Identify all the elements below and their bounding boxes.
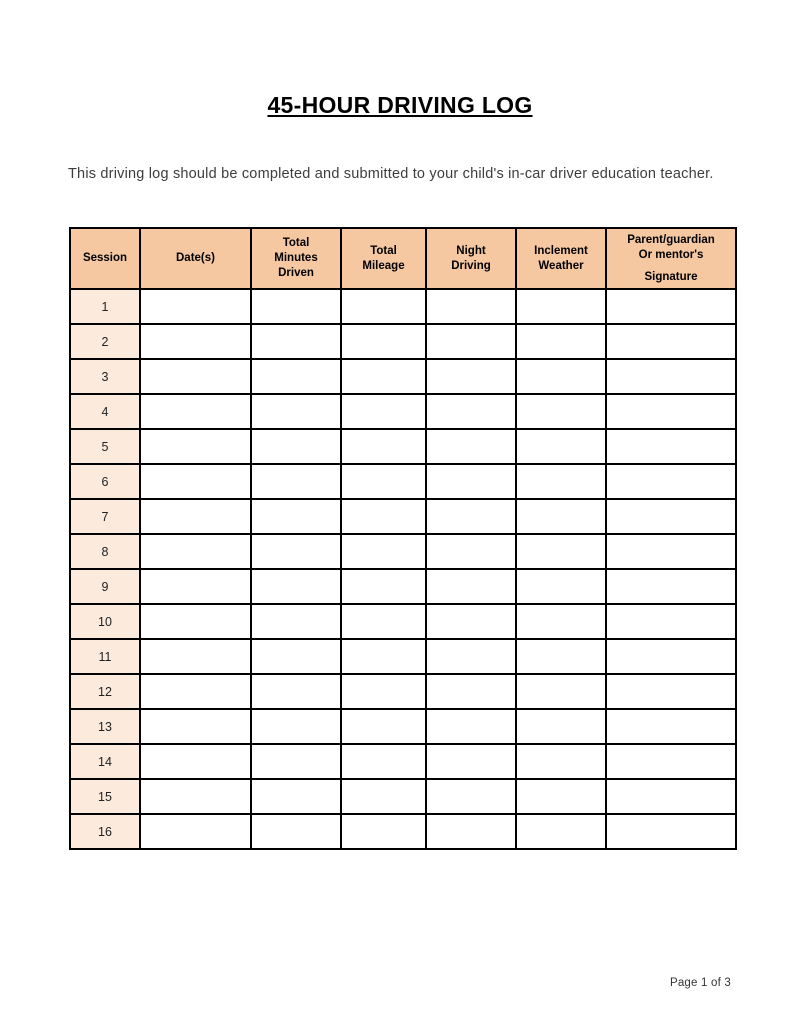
header-cell-signature: [606, 228, 736, 289]
header-label-line: Date(s): [176, 252, 215, 264]
driving-log-table: [69, 227, 737, 850]
table-row: [70, 639, 736, 674]
log-entry-cell: [516, 429, 606, 464]
log-entry-cell: [516, 359, 606, 394]
log-entry-cell: [341, 674, 426, 709]
session-number-cell: 15: [70, 779, 140, 814]
table-row: [70, 534, 736, 569]
log-entry-cell: [426, 394, 516, 429]
session-number-cell: 13: [70, 709, 140, 744]
log-entry-cell: [516, 779, 606, 814]
log-entry-cell: [251, 674, 341, 709]
log-entry-cell: [251, 394, 341, 429]
log-entry-cell: [606, 639, 736, 674]
log-entry-cell: [140, 639, 251, 674]
header-label-line: Driven: [278, 267, 314, 279]
header-label-line: Minutes: [274, 252, 318, 264]
header-label-line: Night: [456, 244, 486, 257]
log-entry-cell: [606, 674, 736, 709]
log-entry-cell: [341, 499, 426, 534]
log-entry-cell: [426, 499, 516, 534]
log-entry-cell: [251, 709, 341, 744]
table-row: [70, 429, 736, 464]
log-entry-cell: [606, 709, 736, 744]
log-entry-cell: [426, 779, 516, 814]
header-label-line: Signature: [644, 270, 698, 283]
log-entry-cell: [140, 429, 251, 464]
table-row: [70, 744, 736, 779]
log-entry-cell: [140, 324, 251, 359]
table-row: [70, 674, 736, 709]
log-entry-cell: [516, 464, 606, 499]
log-entry-cell: [140, 674, 251, 709]
log-entry-cell: [606, 569, 736, 604]
log-entry-cell: [341, 289, 426, 324]
log-entry-cell: [341, 534, 426, 569]
log-entry-cell: [606, 289, 736, 324]
log-entry-cell: [426, 534, 516, 569]
log-entry-cell: [426, 674, 516, 709]
log-entry-cell: [516, 709, 606, 744]
session-number-cell: 3: [70, 359, 140, 394]
log-entry-cell: [140, 814, 251, 849]
table-row: [70, 779, 736, 814]
header-label-line: Weather: [538, 259, 584, 272]
log-entry-cell: [606, 779, 736, 814]
log-entry-cell: [341, 709, 426, 744]
header-cell-session: [70, 228, 140, 289]
table-row: [70, 394, 736, 429]
log-entry-cell: [606, 464, 736, 499]
intro-text: This driving log should be completed and submitted to your child's in-car driver education teacher.: [68, 166, 714, 182]
table-row: [70, 569, 736, 604]
session-number-cell: 16: [70, 814, 140, 849]
log-entry-cell: [606, 744, 736, 779]
log-entry-cell: [251, 604, 341, 639]
log-entry-cell: [140, 464, 251, 499]
table-row: [70, 709, 736, 744]
table-row: [70, 499, 736, 534]
log-entry-cell: [606, 429, 736, 464]
log-entry-cell: [426, 639, 516, 674]
log-entry-cell: [251, 464, 341, 499]
log-entry-cell: [341, 569, 426, 604]
log-entry-cell: [251, 359, 341, 394]
header-cell-total-mileage: [341, 228, 426, 289]
log-entry-cell: [140, 709, 251, 744]
log-entry-cell: [426, 709, 516, 744]
log-entry-cell: [426, 464, 516, 499]
log-entry-cell: [251, 569, 341, 604]
session-number-cell: 14: [70, 744, 140, 779]
log-entry-cell: [341, 429, 426, 464]
log-entry-cell: [341, 639, 426, 674]
log-entry-cell: [251, 289, 341, 324]
log-entry-cell: [140, 569, 251, 604]
session-number-cell: 8: [70, 534, 140, 569]
log-entry-cell: [341, 779, 426, 814]
header-label-line: Inclement: [534, 244, 588, 257]
log-entry-cell: [426, 289, 516, 324]
table-row: [70, 289, 736, 324]
session-number-cell: 6: [70, 464, 140, 499]
log-entry-cell: [140, 289, 251, 324]
log-entry-cell: [516, 674, 606, 709]
log-entry-cell: [516, 604, 606, 639]
log-entry-cell: [516, 499, 606, 534]
log-entry-cell: [426, 814, 516, 849]
session-number-cell: 9: [70, 569, 140, 604]
log-entry-cell: [516, 814, 606, 849]
header-label-line: Mileage: [362, 259, 405, 272]
session-number-cell: 10: [70, 604, 140, 639]
session-number-cell: 7: [70, 499, 140, 534]
session-number-cell: 4: [70, 394, 140, 429]
table-row: [70, 359, 736, 394]
log-entry-cell: [140, 744, 251, 779]
log-entry-cell: [516, 534, 606, 569]
log-entry-cell: [341, 394, 426, 429]
log-entry-cell: [251, 779, 341, 814]
log-entry-cell: [426, 359, 516, 394]
log-entry-cell: [341, 814, 426, 849]
log-entry-cell: [606, 359, 736, 394]
log-entry-cell: [251, 814, 341, 849]
log-entry-cell: [606, 814, 736, 849]
page-number: Page 1 of 3: [669, 977, 731, 989]
log-entry-cell: [426, 604, 516, 639]
header-row: [70, 228, 736, 289]
log-entry-cell: [516, 569, 606, 604]
log-entry-cell: [251, 324, 341, 359]
log-entry-cell: [140, 604, 251, 639]
log-entry-cell: [341, 359, 426, 394]
log-entry-cell: [606, 499, 736, 534]
page-title: 45-HOUR DRIVING LOG: [267, 92, 533, 118]
log-entry-cell: [606, 324, 736, 359]
log-entry-cell: [251, 744, 341, 779]
table-row: [70, 464, 736, 499]
log-entry-cell: [426, 744, 516, 779]
header-cell-dates: [140, 228, 251, 289]
log-entry-cell: [140, 534, 251, 569]
log-entry-cell: [516, 324, 606, 359]
log-entry-cell: [516, 394, 606, 429]
log-entry-cell: [341, 604, 426, 639]
log-entry-cell: [341, 324, 426, 359]
log-entry-cell: [606, 604, 736, 639]
log-entry-cell: [516, 639, 606, 674]
table-row: [70, 814, 736, 849]
header-label-line: Total: [282, 237, 310, 249]
session-number-cell: 12: [70, 674, 140, 709]
session-number-cell: 5: [70, 429, 140, 464]
log-entry-cell: [516, 289, 606, 324]
log-entry-cell: [341, 464, 426, 499]
session-number-cell: 2: [70, 324, 140, 359]
log-entry-cell: [140, 394, 251, 429]
log-entry-cell: [251, 639, 341, 674]
header-cell-total-minutes-driven: [251, 228, 341, 289]
header-label-line: Total: [370, 244, 397, 257]
header-cell-night-driving: [426, 228, 516, 289]
header-label-line: Or mentor's: [638, 248, 704, 261]
log-entry-cell: [140, 779, 251, 814]
log-entry-cell: [341, 744, 426, 779]
session-number-cell: 11: [70, 639, 140, 674]
log-entry-cell: [426, 429, 516, 464]
log-entry-cell: [251, 499, 341, 534]
log-entry-cell: [516, 744, 606, 779]
header-label-line: Session: [82, 252, 128, 264]
log-entry-cell: [426, 324, 516, 359]
session-number-cell: 1: [70, 289, 140, 324]
table-row: [70, 604, 736, 639]
log-entry-cell: [426, 569, 516, 604]
header-label-line: Driving: [451, 259, 491, 272]
log-entry-cell: [251, 429, 341, 464]
table-row: [70, 324, 736, 359]
log-entry-cell: [140, 499, 251, 534]
log-entry-cell: [606, 534, 736, 569]
log-entry-cell: [606, 394, 736, 429]
log-entry-cell: [140, 359, 251, 394]
log-entry-cell: [251, 534, 341, 569]
header-label-line: Parent/guardian: [627, 233, 715, 246]
header-cell-inclement-weather: [516, 228, 606, 289]
